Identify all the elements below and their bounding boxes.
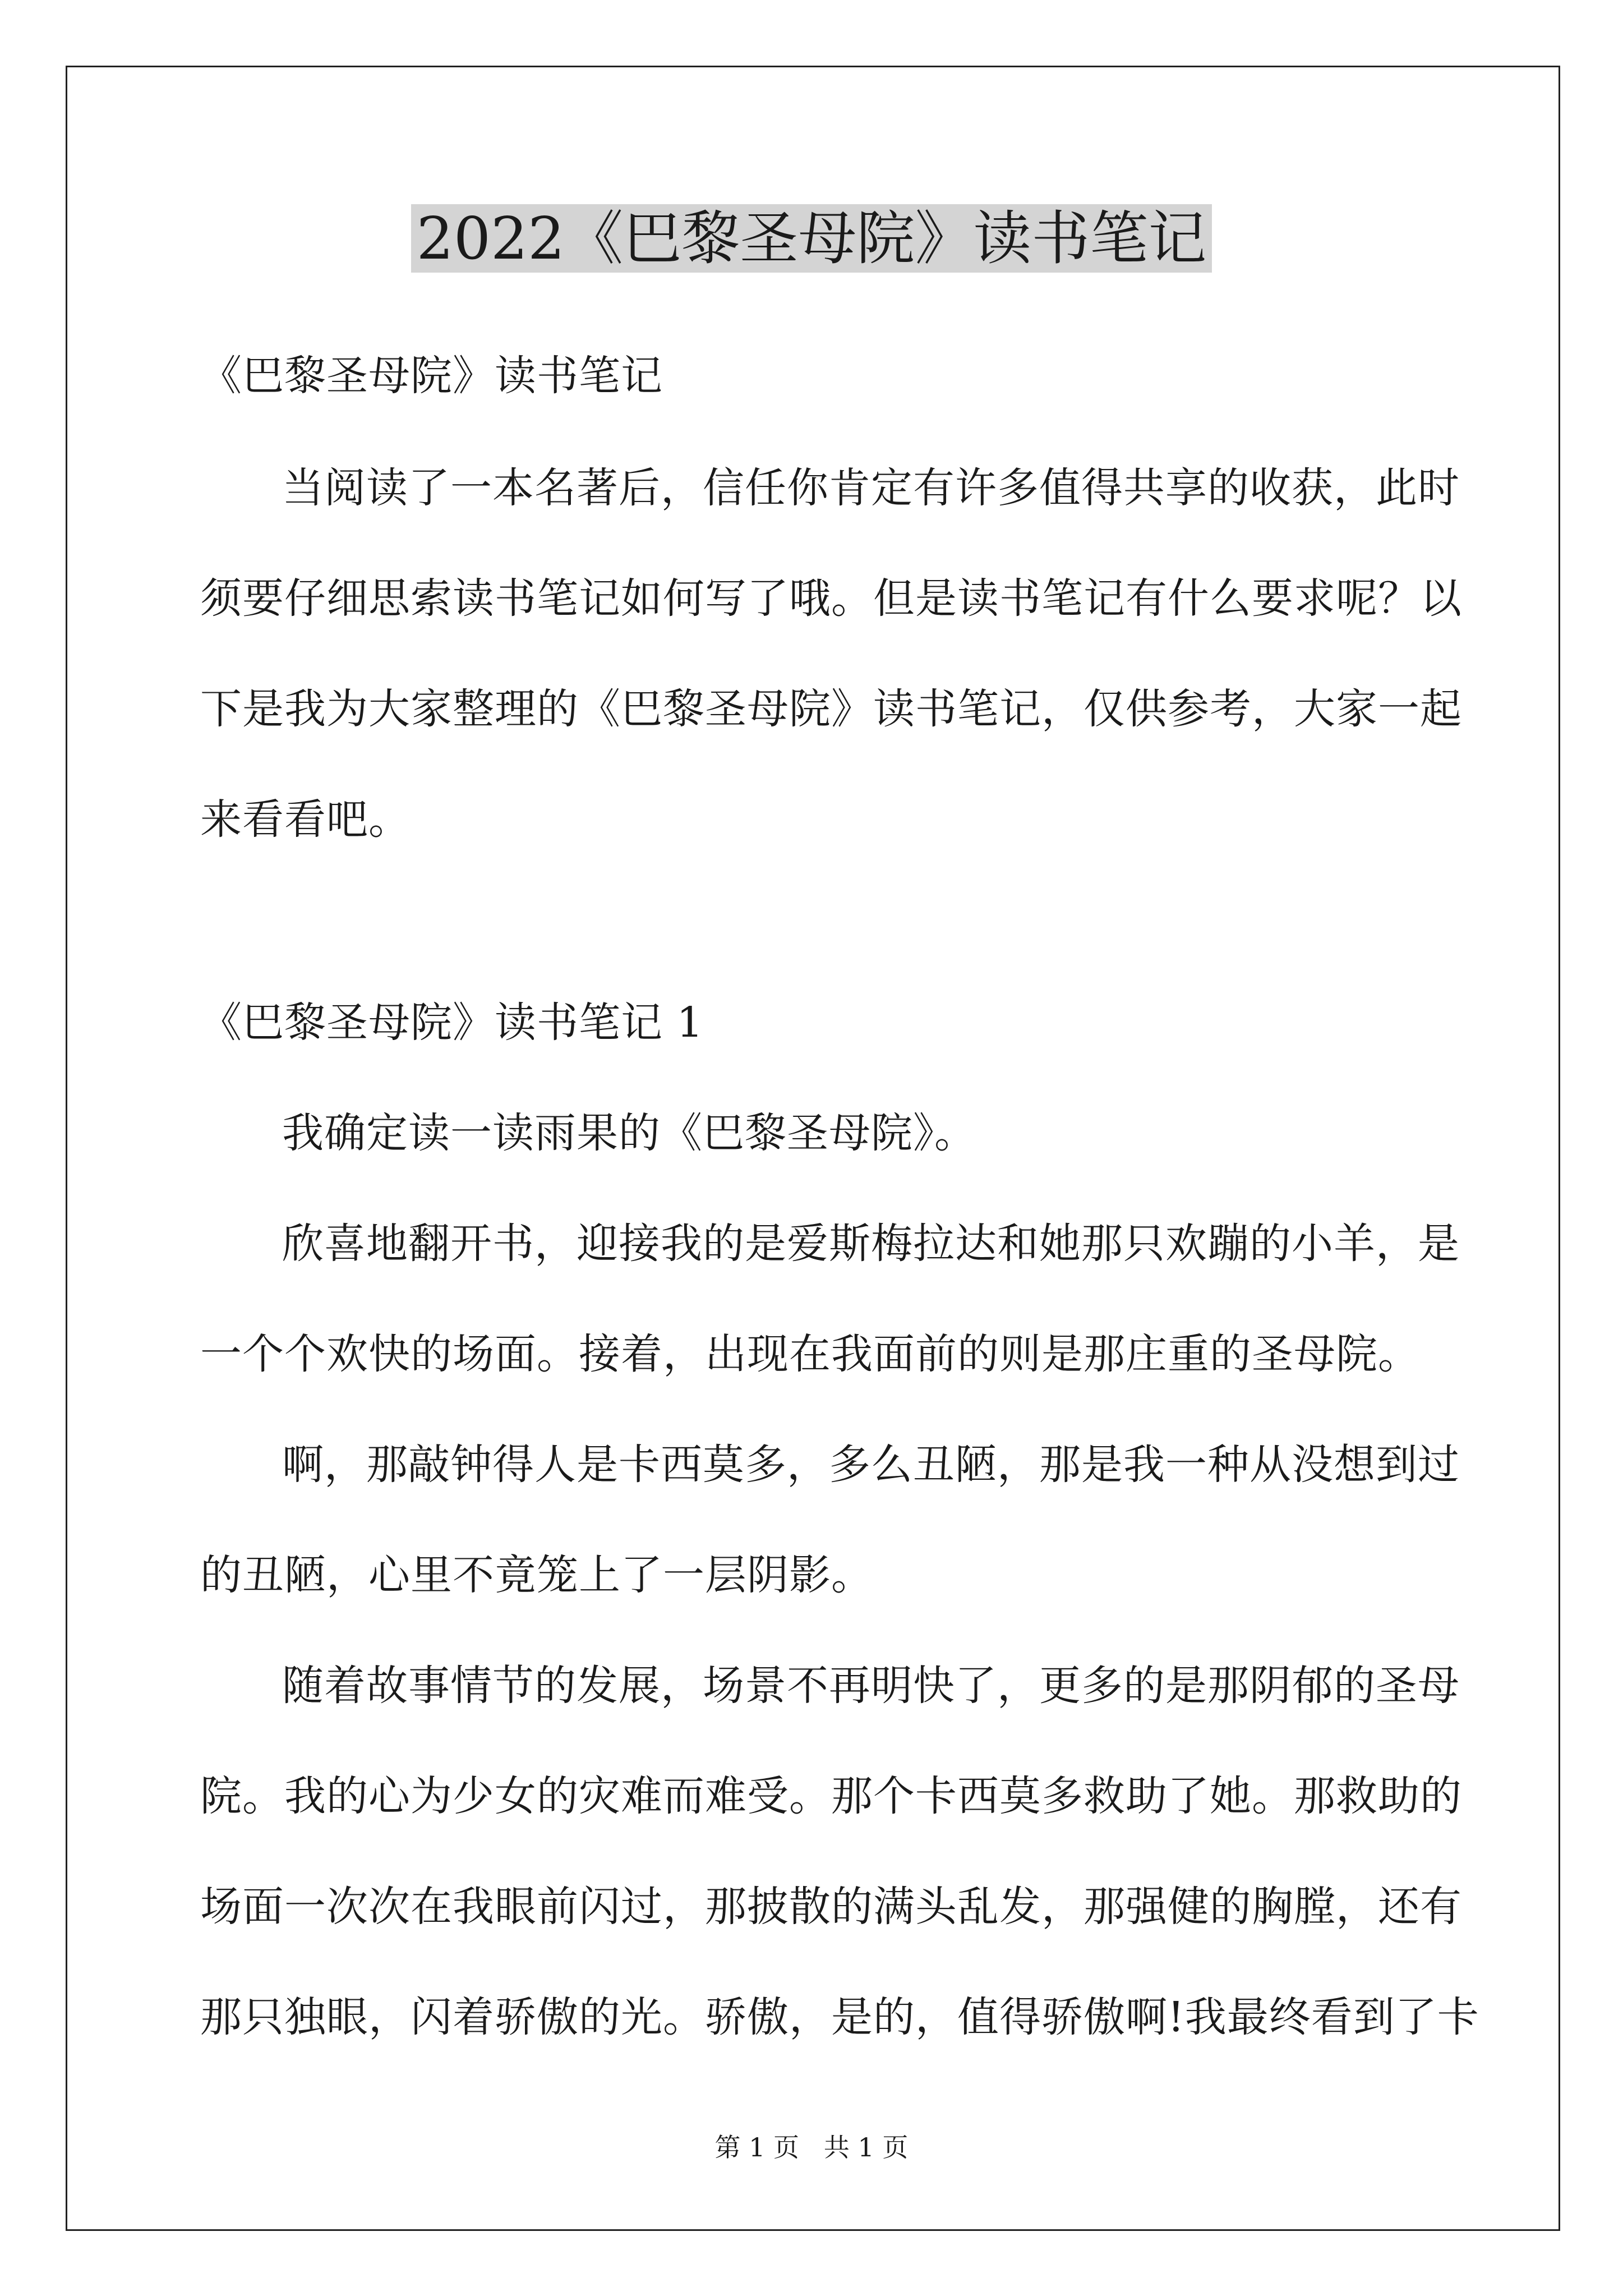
- body-line-3: 一个个欢快的场面。接着，出现在我面前的则是那庄重的圣母院。: [200, 1330, 1420, 1378]
- document-title: [0, 199, 1623, 278]
- body-line-7: 院。我的心为少女的灾难而难受。那个卡西莫多救助了她。那救助的: [200, 1772, 1462, 1820]
- intro-line-3: 下是我为大家整理的《巴黎圣母院》读书笔记，仅供参考，大家一起: [200, 685, 1462, 733]
- body-line-8: 场面一次次在我眼前闪过，那披散的满头乱发，那强健的胸膛，还有: [200, 1883, 1462, 1931]
- document-title-text: 2022《巴黎圣母院》读书笔记: [411, 204, 1212, 273]
- intro-line-2: 须要仔细思索读书笔记如何写了哦。但是读书笔记有什么要求呢？以: [200, 574, 1462, 623]
- body-line-5: 的丑陋，心里不竟笼上了一层阴影。: [200, 1551, 873, 1599]
- intro-line-4: 来看看吧。: [200, 795, 411, 844]
- subtitle: 《巴黎圣母院》读书笔记: [200, 352, 663, 400]
- page-footer: 第 1 页 共 1 页: [714, 2132, 909, 2162]
- body-line-2: 欣喜地翻开书，迎接我的是爱斯梅拉达和她那只欢蹦的小羊，是: [282, 1220, 1460, 1268]
- body-line-9: 那只独眼，闪着骄傲的光。骄傲，是的，值得骄傲啊!我最终看到了卡: [200, 1993, 1479, 2041]
- body-line-6: 随着故事情节的发展，场景不再明快了，更多的是那阴郁的圣母: [282, 1662, 1460, 1710]
- intro-line-1: 当阅读了一本名著后，信任你肯定有许多值得共享的收获，此时: [282, 464, 1460, 512]
- section-heading: 《巴黎圣母院》读书笔记 1: [200, 999, 704, 1047]
- body-line-4: 啊，那敲钟得人是卡西莫多，多么丑陋，那是我一种从没想到过: [282, 1441, 1460, 1489]
- body-line-1: 我确定读一读雨果的《巴黎圣母院》。: [282, 1109, 976, 1157]
